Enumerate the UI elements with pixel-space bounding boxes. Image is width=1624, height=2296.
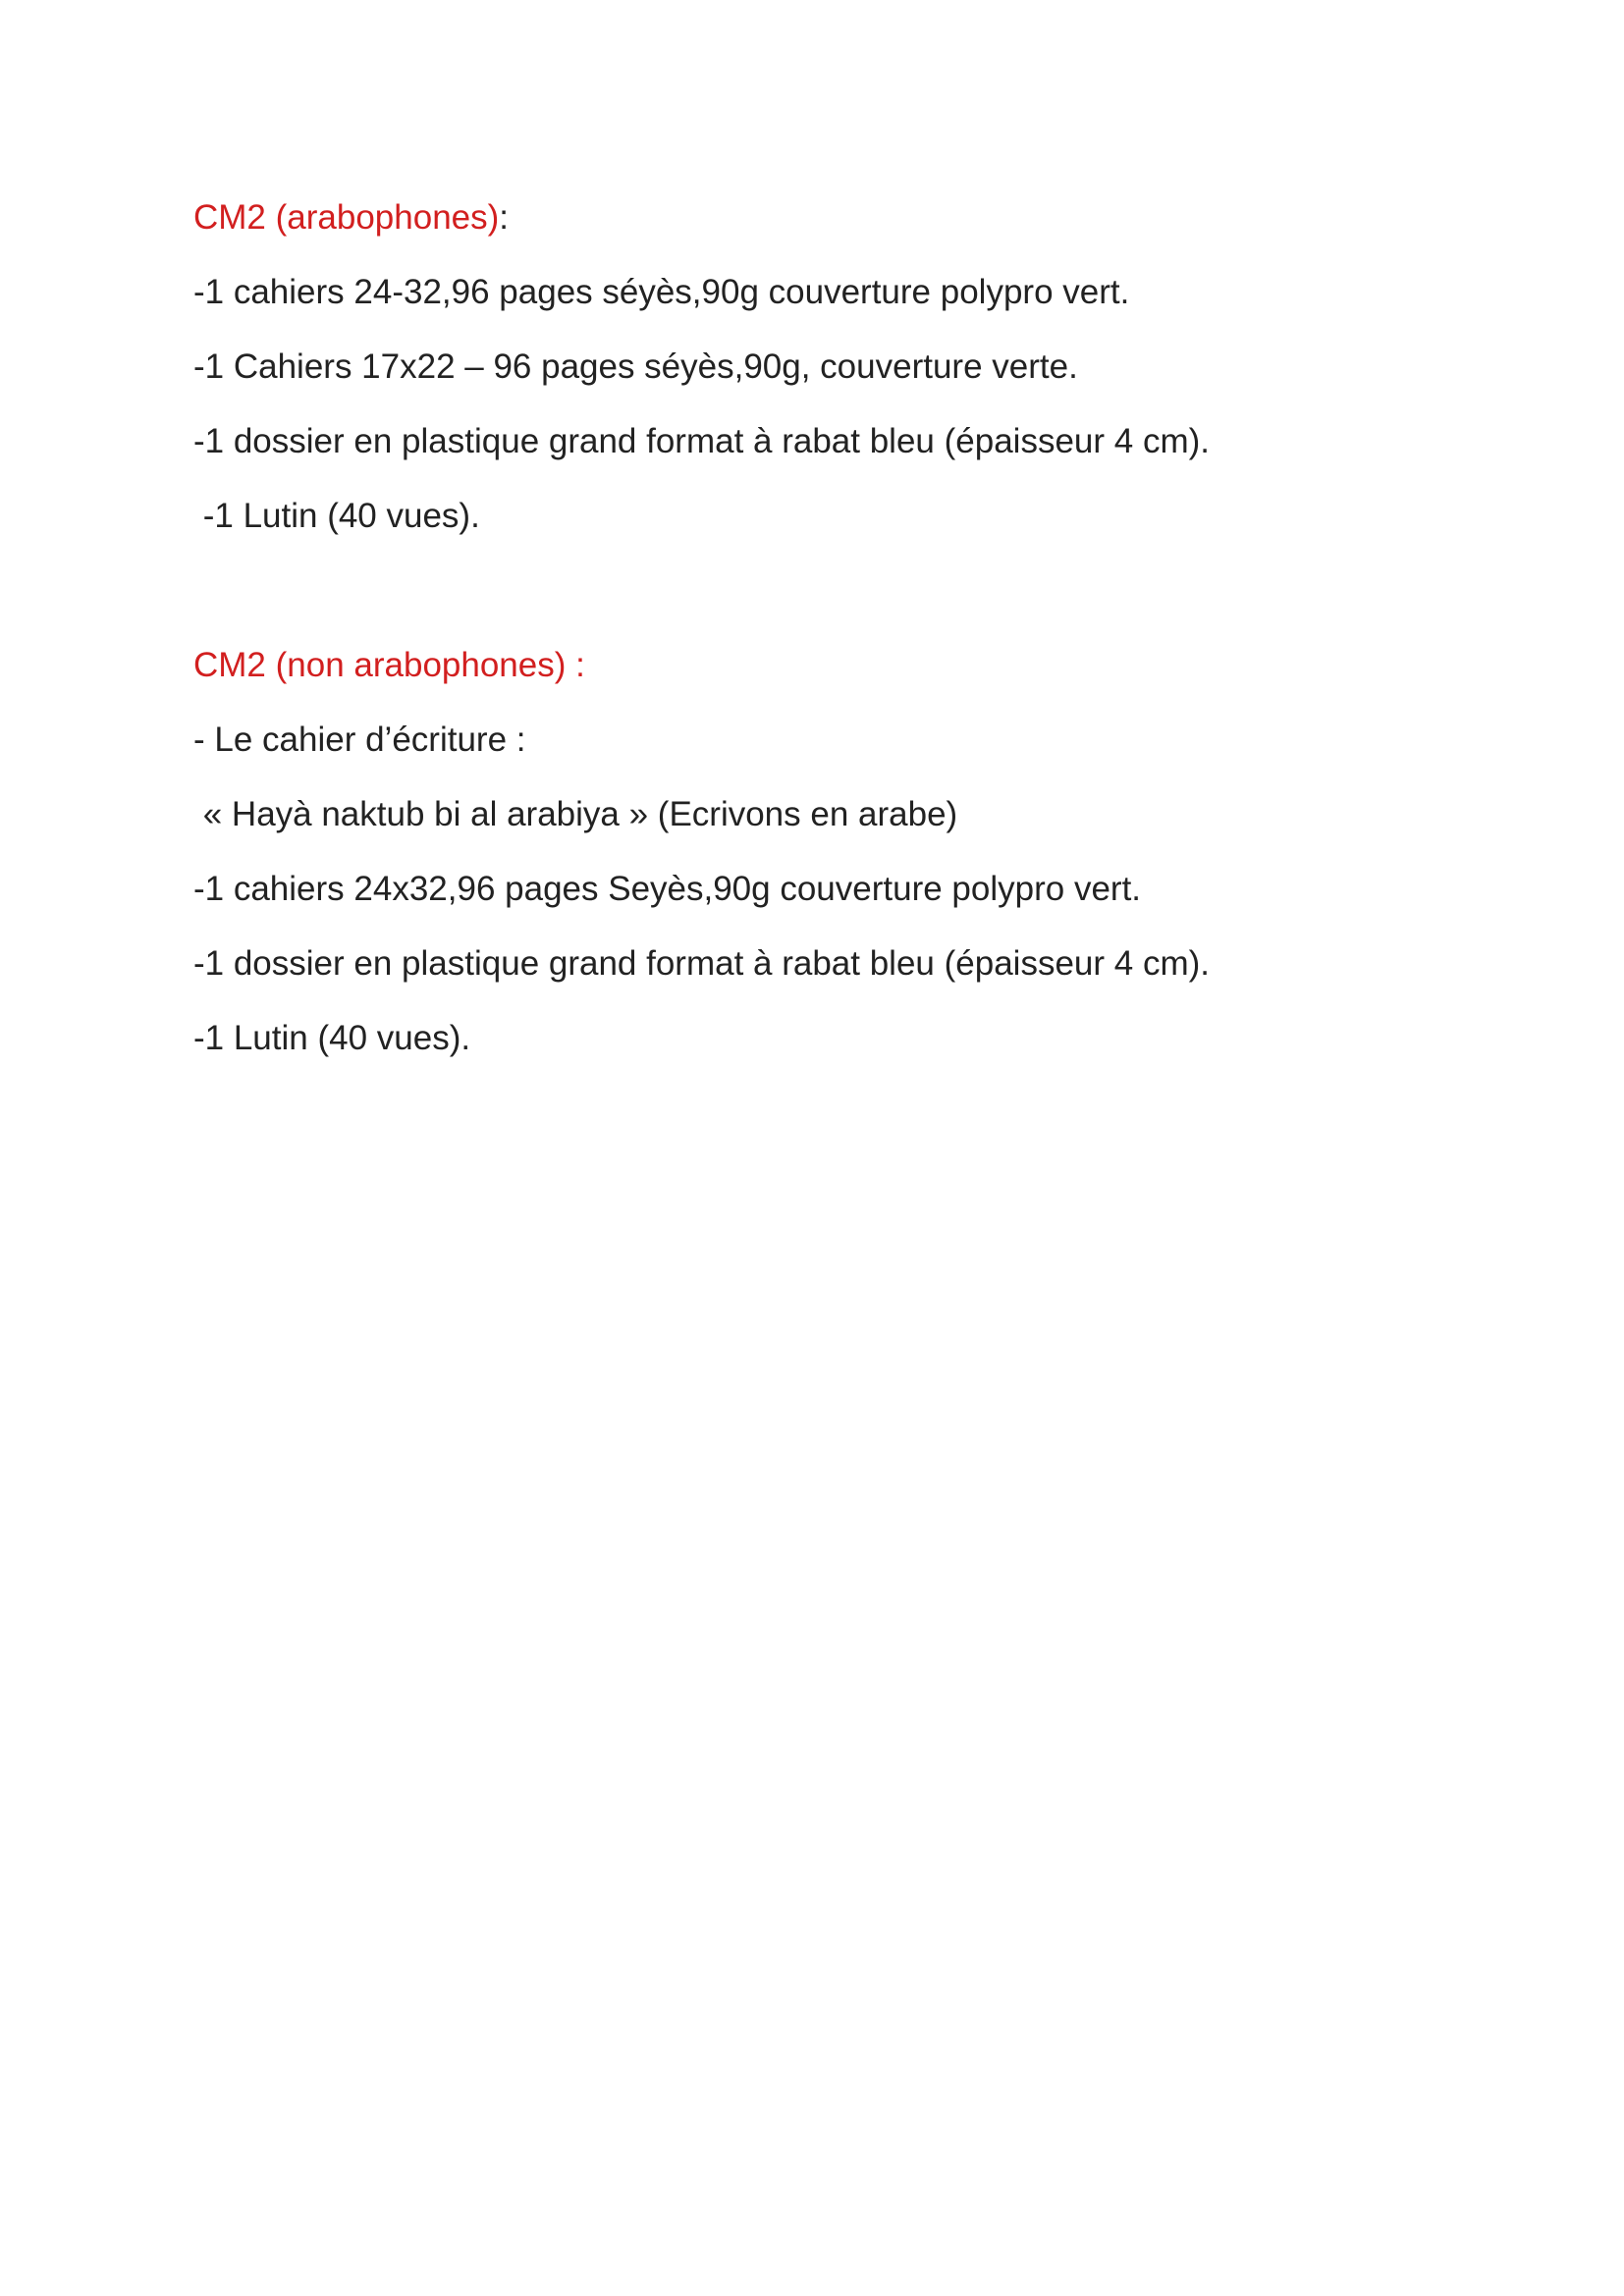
list-item: -1 Lutin (40 vues). [193, 1019, 471, 1057]
list-item: « Hayà naktub bi al arabiya » (Ecrivons en arabe) [193, 795, 958, 833]
list-item: -1 cahiers 24x32,96 pages Seyès,90g couverture polypro vert. [193, 870, 1142, 908]
section-heading-arabophones [193, 196, 509, 240]
section-heading-non-arabophones: CM2 (non arabophones) : [193, 646, 585, 684]
heading-colon: : [499, 198, 510, 237]
list-item: -1 cahiers 24-32,96 pages séyès,90g couverture polypro vert. [193, 273, 1130, 311]
list-item: -1 dossier en plastique grand format à rabat bleu (épaisseur 4 cm). [193, 422, 1210, 460]
list-item: -1 dossier en plastique grand format à rabat bleu (épaisseur 4 cm). [193, 944, 1210, 983]
list-item: -1 Lutin (40 vues). [193, 497, 480, 535]
heading-text: CM2 (arabophones) [193, 198, 500, 237]
list-item: -1 Cahiers 17x22 – 96 pages séyès,90g, couverture verte. [193, 347, 1078, 386]
list-item: - Le cahier d’écriture : [193, 721, 526, 759]
